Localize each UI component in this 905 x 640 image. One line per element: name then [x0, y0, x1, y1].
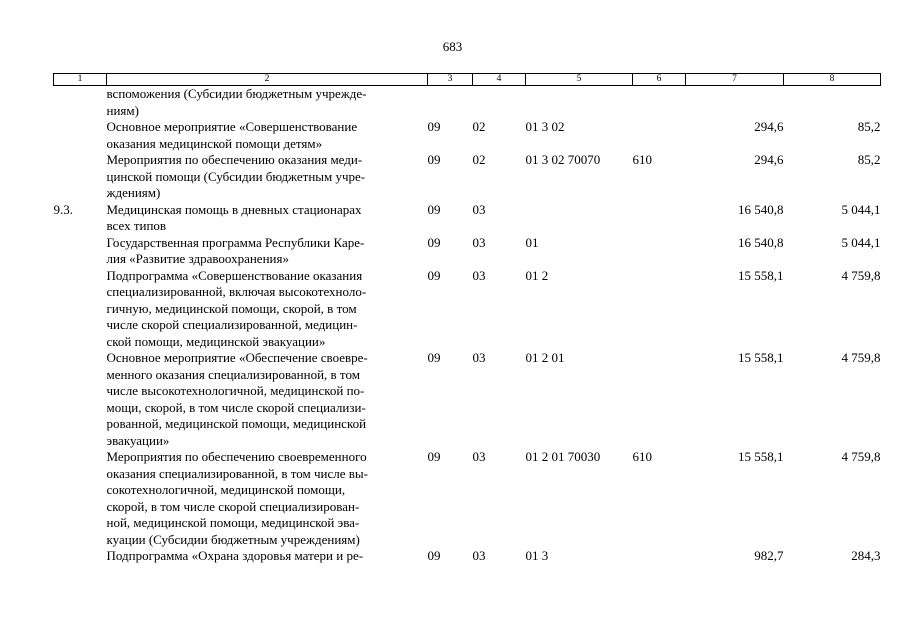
item-name: [107, 449, 428, 548]
item-name-text: Основное мероприятие «Обеспечение своевре- менного оказания специализированной, в том числе высокотехнологичной, медицинской по- мощи, скорой, в том числе скорой специализи- рованной, медицинской помощи, медицинской эвакуации»: [106, 350, 368, 448]
item-name: [107, 548, 428, 565]
row-number: [54, 86, 107, 120]
target-article-code: 01: [525, 234, 539, 250]
subsection-code: [473, 86, 526, 120]
item-name: [107, 350, 428, 449]
item-name-text: Подпрограмма «Совершенствование оказания специализированной, включая высокотехноло- гичную, медицинской помощи, скорой, в том числе скорой специализированной, медицин- ской помощи, медицинской эвакуации»: [106, 267, 367, 349]
row-number: 9.3.: [53, 201, 73, 217]
amount-col-7: 294,6: [754, 152, 784, 167]
expense-type-code: [633, 202, 686, 235]
target-article-code: 01 2: [525, 267, 549, 283]
row-number: [54, 152, 107, 202]
item-name: [107, 86, 428, 120]
section-code: 09: [427, 449, 441, 464]
amount-col-7: 16 540,8: [738, 234, 784, 250]
item-name-text: вспоможения (Субсидии бюджетным учрежде- ниям): [106, 86, 367, 118]
expense-type-code: [633, 119, 686, 152]
page-number: 683: [442, 39, 463, 54]
section-code: 09: [427, 234, 441, 250]
row-number: [54, 449, 107, 548]
section-code: 09: [427, 548, 441, 563]
table-row: [54, 268, 881, 351]
item-name-text: Мероприятия по обеспечению своевременного оказания специализированной, в том числе вы- сокотехнологичной, медицинской помощи, скорой, в том числе скорой специализирован- ной, медицинской помощи, медицинской эва- куации (Субсидии бюджетным учреждениям): [106, 449, 368, 547]
amount-col-8: 5 044,1: [841, 201, 881, 217]
target-article-code: 01 3 02 70070: [525, 152, 601, 167]
expense-type-code: [633, 86, 686, 120]
amount-col-7: 15 558,1: [738, 267, 784, 283]
expense-type-code: 610: [632, 152, 652, 167]
amount-col-7: 15 558,1: [738, 449, 784, 464]
subsection-code: 03: [472, 201, 486, 217]
expense-type-code: 610: [632, 449, 652, 464]
subsection-code: 03: [472, 234, 486, 250]
section-code: 09: [427, 267, 441, 283]
subsection-code: 02: [472, 119, 486, 134]
table-row: [54, 86, 881, 120]
table-row: [54, 548, 881, 565]
subsection-code: 02: [472, 152, 486, 167]
expense-type-code: [633, 350, 686, 449]
table-header: [54, 74, 881, 86]
item-name-text: Государственная программа Республики Каре- лия «Развитие здравоохранения»: [106, 234, 365, 266]
column-header: 4: [473, 74, 526, 86]
column-header: 6: [633, 74, 686, 86]
item-name: [107, 152, 428, 202]
amount-col-8: 4 759,8: [841, 267, 881, 283]
table-row: [54, 235, 881, 268]
amount-col-8: [784, 86, 881, 120]
expense-type-code: [633, 268, 686, 351]
item-name: [107, 202, 428, 235]
subsection-code: 03: [472, 267, 486, 283]
amount-col-8: 85,2: [857, 152, 881, 167]
column-header: 8: [784, 74, 881, 86]
section-code: 09: [427, 201, 441, 217]
row-number: [54, 548, 107, 565]
item-name: [107, 235, 428, 268]
amount-col-8: 5 044,1: [841, 234, 881, 250]
target-article-code: 01 2 01: [525, 350, 565, 365]
expense-type-code: [633, 235, 686, 268]
table-row: [54, 152, 881, 202]
item-name-text: Подпрограмма «Охрана здоровья матери и ре-: [106, 548, 364, 563]
header-row: [54, 74, 881, 86]
amount-col-7: 982,7: [754, 548, 784, 563]
target-article-code: [526, 86, 633, 120]
target-article-code: 01 3: [525, 548, 549, 563]
row-number: [54, 350, 107, 449]
amount-col-7: [686, 86, 784, 120]
section-code: 09: [427, 119, 441, 134]
row-number: [54, 235, 107, 268]
amount-col-8: 4 759,8: [841, 449, 881, 464]
amount-col-8: 85,2: [857, 119, 881, 134]
amount-col-7: 15 558,1: [738, 350, 784, 365]
subsection-code: 03: [472, 548, 486, 563]
target-article-code: [526, 202, 633, 235]
column-header: 7: [686, 74, 784, 86]
amount-col-8: 4 759,8: [841, 350, 881, 365]
item-name-text: Медицинская помощь в дневных стационарах всех типов: [106, 201, 362, 233]
table-row: [54, 202, 881, 235]
amount-col-7: 294,6: [754, 119, 784, 134]
subsection-code: 03: [472, 350, 486, 365]
row-number: [54, 119, 107, 152]
column-header: 5: [526, 74, 633, 86]
section-code: 09: [427, 152, 441, 167]
target-article-code: 01 3 02: [525, 119, 565, 134]
item-name: [107, 119, 428, 152]
expense-type-code: [633, 548, 686, 565]
budget-table: [53, 73, 881, 565]
table-body: [54, 86, 881, 565]
item-name: [107, 268, 428, 351]
section-code: [428, 86, 473, 120]
table-row: [54, 119, 881, 152]
item-name-text: Мероприятия по обеспечению оказания меди- цинской помощи (Субсидии бюджетным учре- ждениям): [106, 152, 366, 200]
table-row: [54, 449, 881, 548]
column-header: 2: [107, 74, 428, 86]
target-article-code: 01 2 01 70030: [525, 449, 601, 464]
table-row: [54, 350, 881, 449]
amount-col-7: 16 540,8: [738, 201, 784, 217]
subsection-code: 03: [472, 449, 486, 464]
amount-col-8: 284,3: [851, 548, 881, 563]
row-number: [54, 268, 107, 351]
column-header: 3: [428, 74, 473, 86]
section-code: 09: [427, 350, 441, 365]
item-name-text: Основное мероприятие «Совершенствование оказания медицинской помощи детям»: [106, 119, 358, 151]
column-header: 1: [54, 74, 107, 86]
